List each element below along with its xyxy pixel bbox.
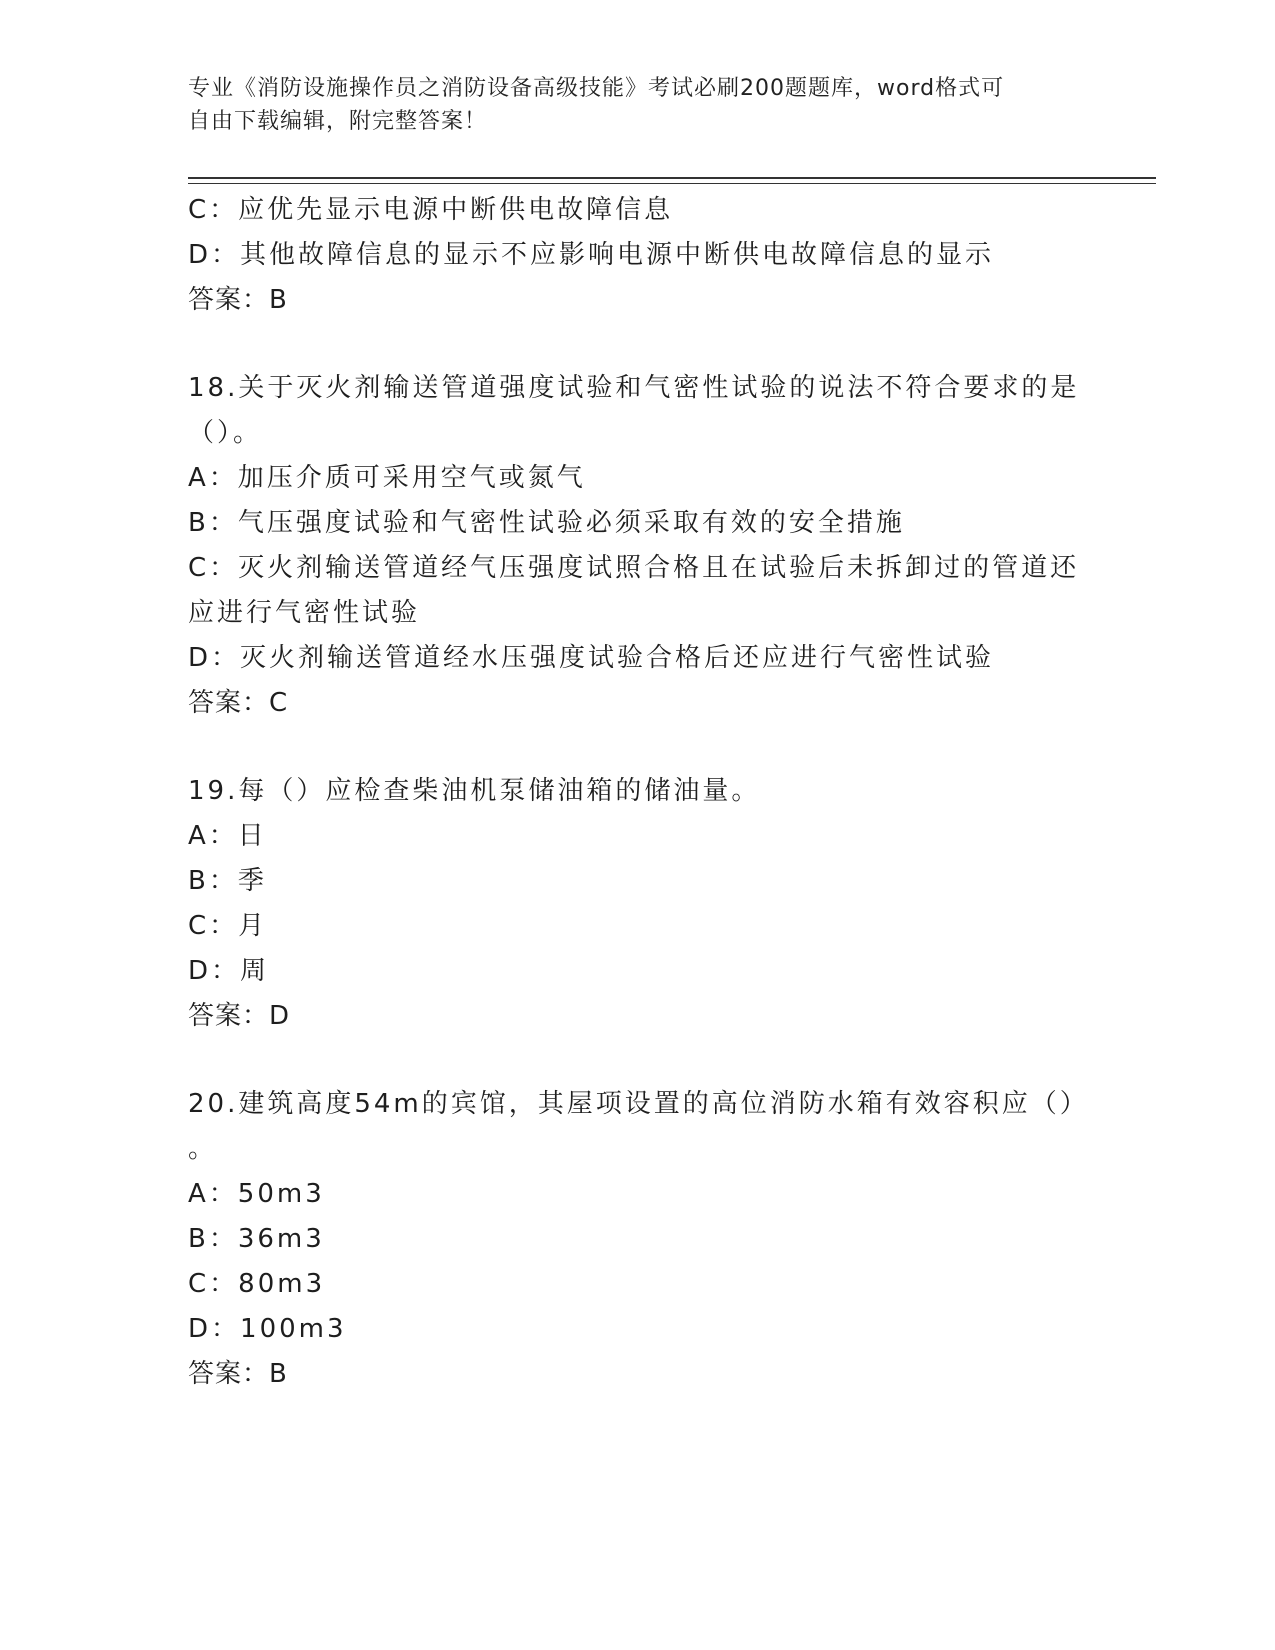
document-header (188, 72, 1068, 138)
q20-option-d: D：100m3 (188, 1314, 347, 1344)
q17-option-d: D：其他故障信息的显示不应影响电源中断供电故障信息的显示 (188, 240, 995, 270)
header-line-2: 自由下载编辑，附完整答案！ (188, 109, 488, 134)
q20-stem-line-1: 20.建筑高度54m的宾馆，其屋项设置的高位消防水箱有效容积应（） (188, 1089, 1089, 1119)
header-divider-thick (188, 177, 1156, 179)
q19-option-a: A：日 (188, 821, 267, 851)
q20-answer: 答案：B (188, 1359, 288, 1389)
q18-option-c-line-2: 应进行气密性试验 (188, 598, 421, 628)
q18-option-d: D：灭火剂输送管道经水压强度试验合格后还应进行气密性试验 (188, 643, 995, 673)
q20-option-c: C：80m3 (188, 1269, 326, 1299)
q19-option-c: C：月 (188, 911, 268, 941)
q20-option-b: B：36m3 (188, 1224, 325, 1254)
q18-option-b: B：气压强度试验和气密性试验必须采取有效的安全措施 (188, 508, 905, 538)
q17-option-c: C：应优先显示电源中断供电故障信息 (188, 195, 674, 225)
q19-option-d: D：周 (188, 956, 270, 986)
q19-option-b: B：季 (188, 866, 267, 896)
q18-option-c-line-1: C：灭火剂输送管道经气压强度试照合格且在试验后未拆卸过的管道还 (188, 553, 1080, 583)
q19-answer: 答案：D (188, 1001, 291, 1031)
header-line-1: 专业《消防设施操作员之消防设备高级技能》考试必刷200题题库，word格式可 (188, 76, 1005, 101)
q18-stem-line-2: （）。 (188, 418, 263, 448)
q20-option-a: A：50m3 (188, 1179, 325, 1209)
q18-option-a: A：加压介质可采用空气或氮气 (188, 463, 586, 493)
q17-answer: 答案：B (188, 285, 288, 315)
q18-stem-line-1: 18.关于灭火剂输送管道强度试验和气密性试验的说法不符合要求的是 (188, 373, 1080, 403)
q20-stem-line-2: 。 (188, 1134, 218, 1164)
q18-answer: 答案：C (188, 688, 289, 718)
q19-stem: 19.每（）应检查柴油机泵储油箱的储油量。 (188, 776, 761, 806)
header-divider-thin (188, 183, 1156, 184)
